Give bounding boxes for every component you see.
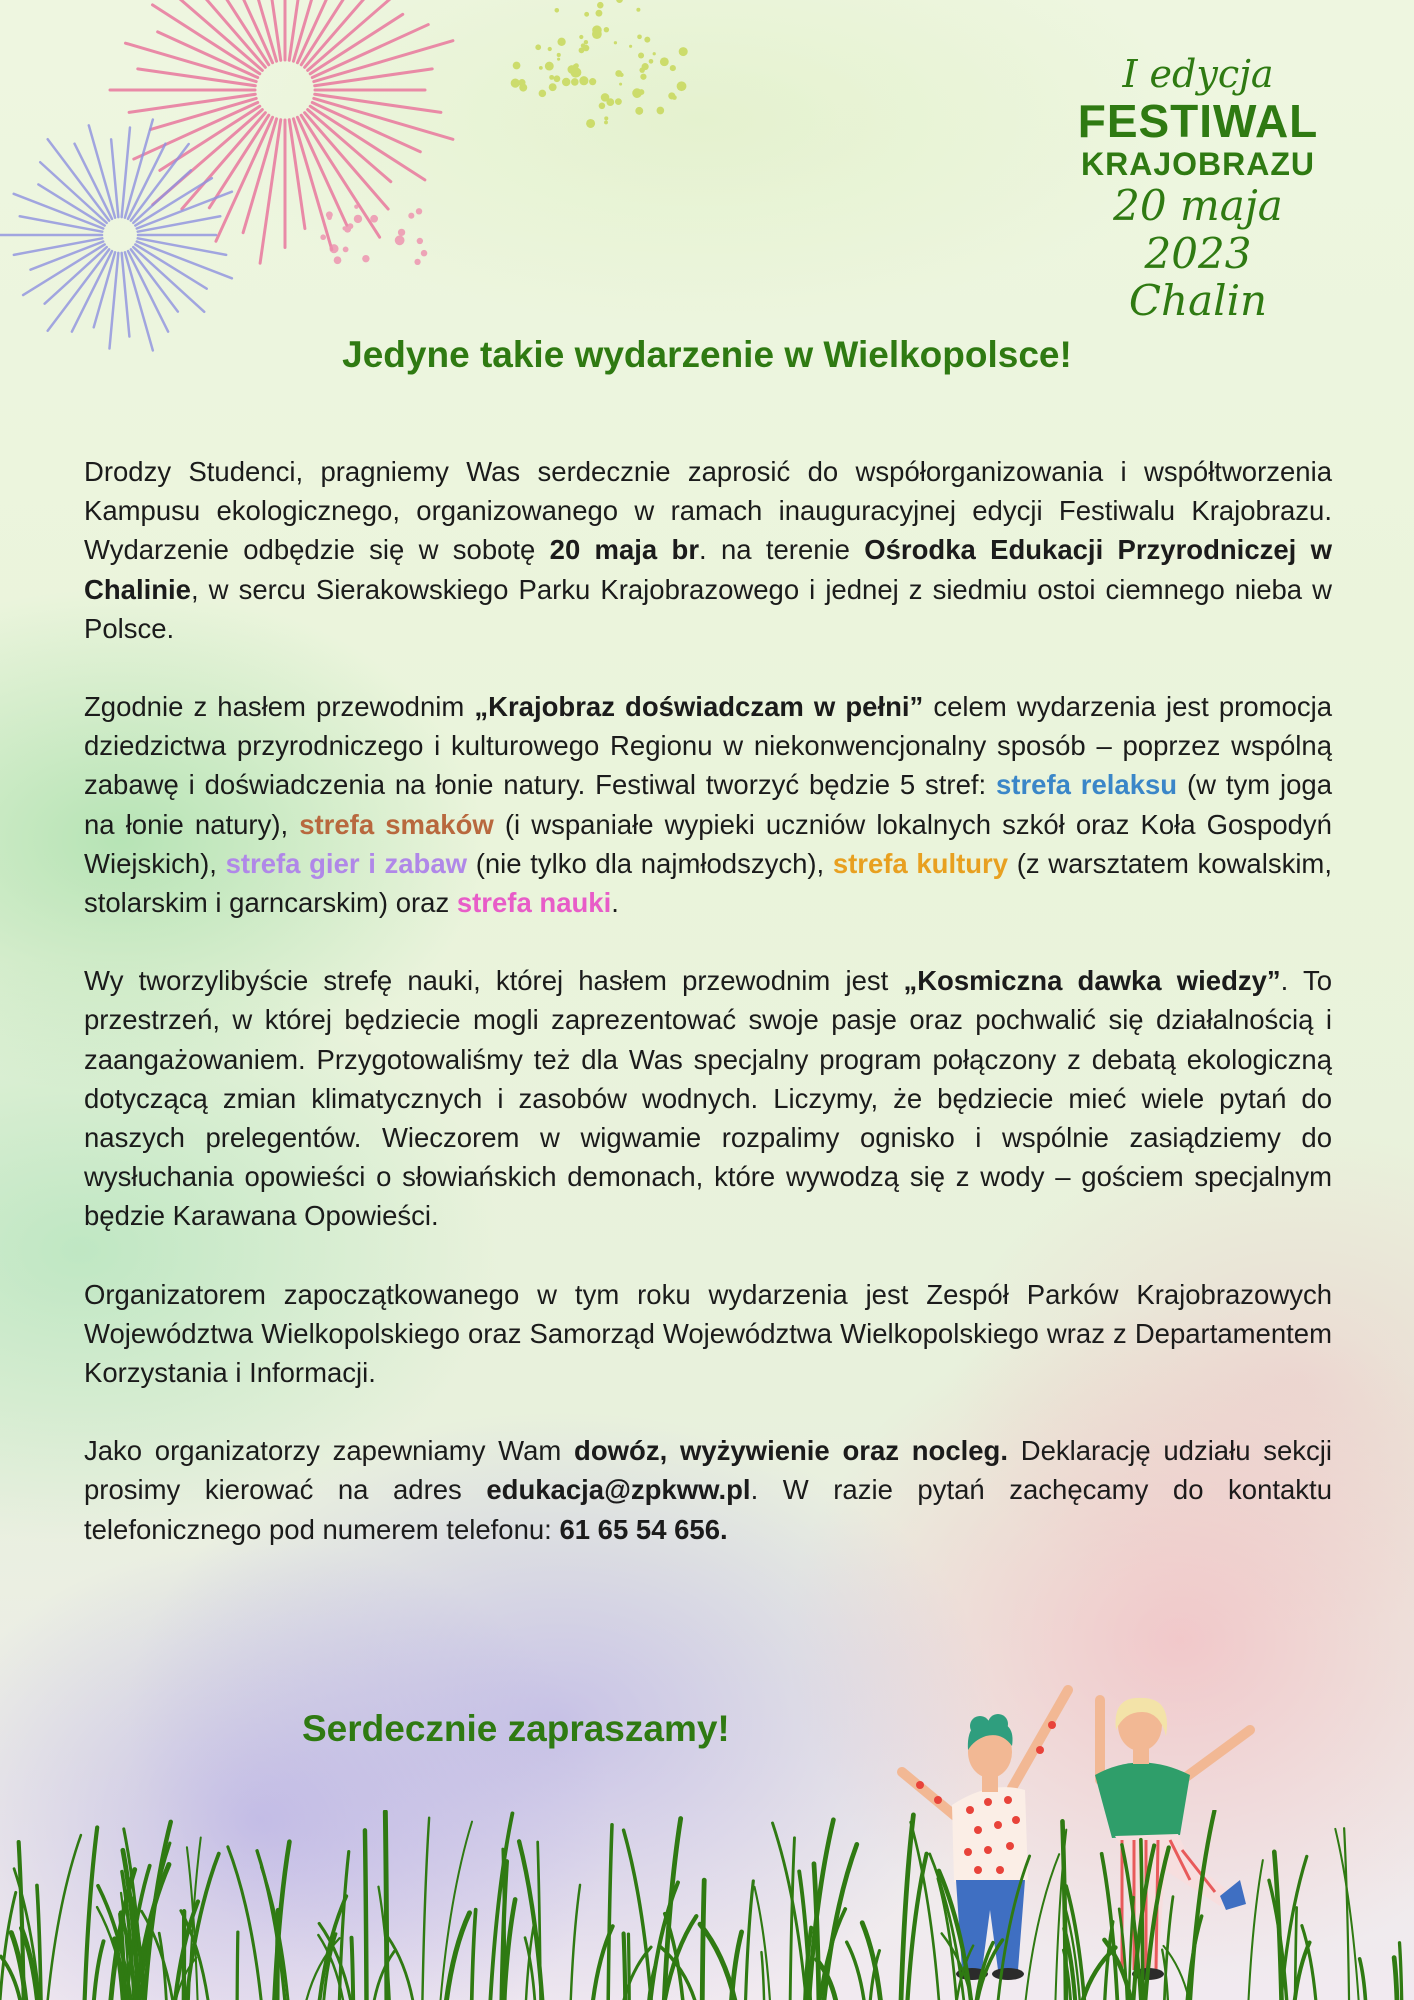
venue-name: Ośrodka Edukacji Przyrodniczej w Chalinie <box>84 534 1332 605</box>
letter-body <box>84 452 1332 1588</box>
paragraph-science-zone <box>84 961 1332 1235</box>
page-headline: Jedyne takie wydarzenie w Wielkopolsce! <box>342 334 1072 375</box>
paragraph-contact <box>84 1431 1332 1549</box>
event-date-bold: 20 maja br <box>549 534 700 566</box>
text-run: . To przestrzeń, w której będziecie mogli zaprezentować swoje pasje oraz pochwalić się działalnością i zaangażowaniem. Przygotowaliśmy też dla Was specjalny program połączony z debatą ekologiczną dotyczącą zmian klimatycznych i zasobów wodnych. Liczymy, że będziecie mieć wiele pytań do naszych prelegentów. Wieczorem w wigwamie rozpalimy ognisko i wspólnie zasiądziemy do wysłuchania opowieści o słowiańskich demonach, które wywodzą się z wody – gościem specjalnym będzie Karawana Opowieści. <box>84 965 1333 1232</box>
text-run: Zgodnie z hasłem przewodnim <box>84 691 475 723</box>
text-run: Drodzy Studenci, pragniemy Was serdecznie zaprosić do współorganizowania i współtworzenia Kampusu ekologicznego, organizowanego w ramach inauguracyjnej edycji Festiwalu Krajobrazu. Wydarzenie odbędzie się w sobotę <box>84 456 1332 566</box>
grass-icon <box>0 1810 1414 2000</box>
text-run: . W razie pytań zachęcamy do kontaktu telefonicznego pod numerem telefonu: <box>84 1474 1332 1545</box>
edition-label: I edycja <box>1122 52 1274 96</box>
paragraph-invitation <box>84 452 1332 648</box>
text-run: (z warsztatem kowalskim, stolarskim i garncarskim) oraz <box>84 847 1332 919</box>
motto: „Krajobraz doświadczam w pełni” <box>474 691 924 723</box>
paragraph-organizer <box>84 1275 1332 1393</box>
text-run: Organizatorem zapoczątkowanego w tym roku wydarzenia jest Zespół Parków Krajobrazowych Województwa Wielkopolskiego oraz Samorząd Województwa Wielkopolskiego wraz z Departamentem Korzystania i Informacji. <box>84 1278 1332 1389</box>
text-run: . na terenie <box>699 534 865 566</box>
text-run: celem wydarzenia jest promocja dziedzictwa przyrodniczego i kulturowego Regionu w niekonwencjonalny sposób – poprzez wspólną zabawę i doświadczenia na łonie natury. Festiwal tworzyć będzie 5 stref: <box>84 691 1332 801</box>
paragraph-zones <box>84 687 1332 922</box>
text-run: , w sercu Sierakowskiego Parku Krajobrazowego i jednej z siedmiu ostoi ciemnego nieba w Polsce. <box>84 573 1332 644</box>
zone-culture: strefa kultury <box>832 847 1009 879</box>
text-run: (nie tylko dla najmłodszych), <box>467 847 833 879</box>
event-date: 20 maja 2023 <box>1113 181 1283 278</box>
firework-icon <box>0 0 720 360</box>
provided-services: dowóz, wyżywienie oraz nocleg. <box>574 1435 1008 1467</box>
event-place: Chalin <box>1128 276 1268 325</box>
zone-relax: strefa relaksu <box>996 769 1178 801</box>
festival-subtitle: KRAJOBRAZU <box>1081 146 1315 182</box>
contact-email: edukacja@zpkww.pl <box>486 1474 751 1506</box>
text-run: Jako organizatorzy zapewniamy Wam <box>84 1435 575 1467</box>
zone-science: strefa nauki <box>456 887 612 919</box>
closing-greeting: Serdecznie zapraszamy! <box>302 1708 730 1749</box>
zone-taste: strefa smaków <box>299 808 494 840</box>
contact-phone: 61 65 54 656. <box>559 1513 728 1545</box>
science-motto: „Kosmiczna dawka wiedzy” <box>903 965 1281 997</box>
text-run: Deklarację udziału sekcji prosimy kierować na adres <box>84 1435 1332 1506</box>
text-run: (w tym joga na łonie natury), <box>84 769 1333 840</box>
text-run: Wy tworzylibyście strefę nauki, której hasłem przewodnim jest <box>84 965 904 997</box>
event-header <box>1068 52 1328 324</box>
festival-title: FESTIWAL <box>1077 95 1319 147</box>
zone-games: strefa gier i zabaw <box>225 847 468 879</box>
text-run: . <box>611 887 619 919</box>
text-run: (i wspaniałe wypieki uczniów lokalnych szkół oraz Koła Gospodyń Wiejskich), <box>84 808 1332 879</box>
